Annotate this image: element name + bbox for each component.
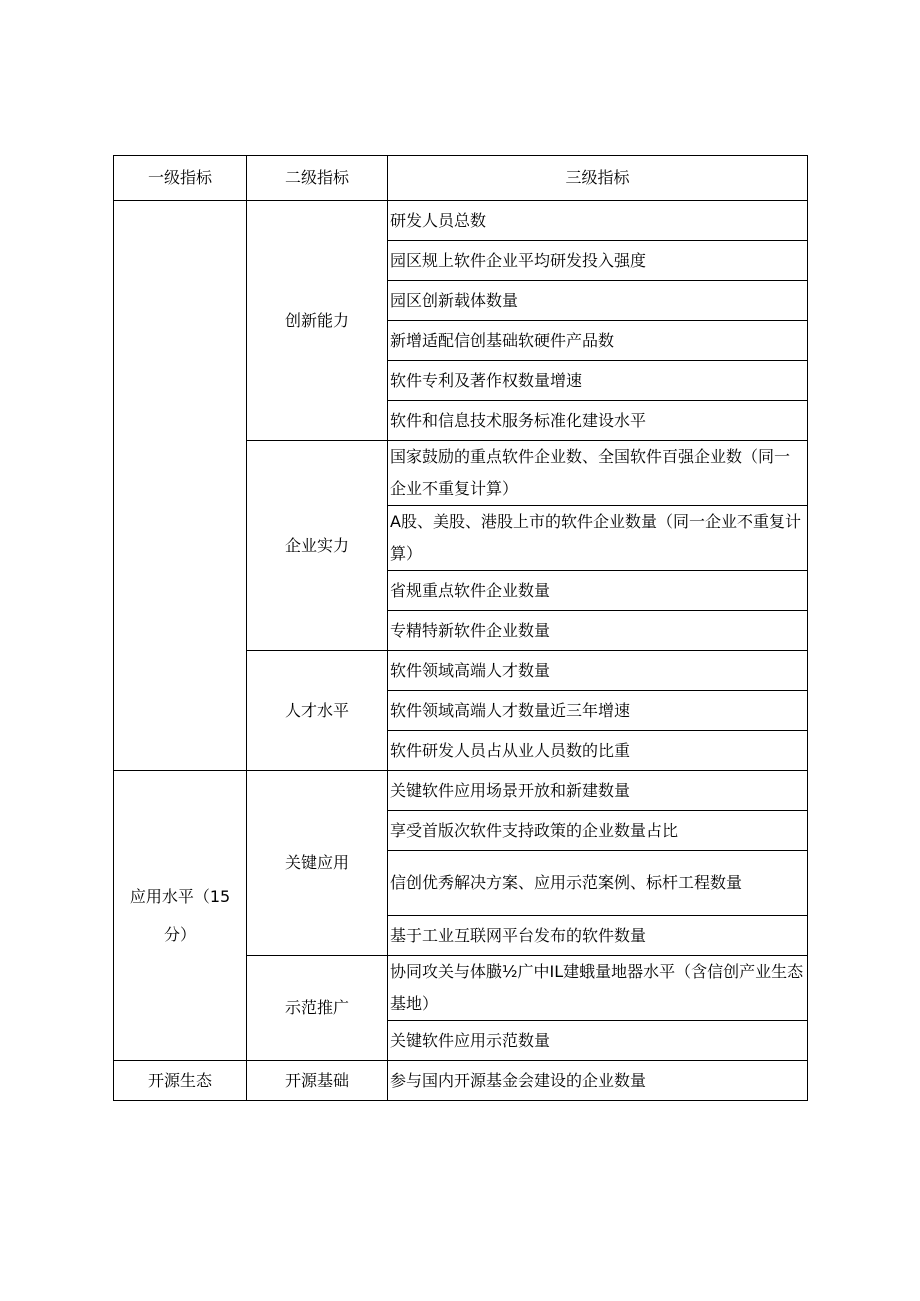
- level3-cell: 软件领域高端人才数量: [388, 651, 808, 691]
- table-row: [114, 771, 808, 811]
- level2-cell: 开源基础: [247, 1061, 388, 1101]
- level3-cell: 园区规上软件企业平均研发投入强度: [388, 241, 808, 281]
- header-row: [114, 156, 808, 201]
- level3-cell: 软件研发人员占从业人员数的比重: [388, 731, 808, 771]
- level3-cell: 国家鼓励的重点软件企业数、全国软件百强企业数（同一企业不重复计算）: [388, 441, 808, 506]
- level3-cell: 协同攻关与体臌½广中IL建蛾量地器水平（含信创产业生态基地）: [388, 956, 808, 1021]
- table-row: [114, 1061, 808, 1101]
- level3-cell: 软件和信息技术服务标准化建设水平: [388, 401, 808, 441]
- level1-cell: 开源生态: [114, 1061, 247, 1101]
- level3-cell: 新增适配信创基础软硬件产品数: [388, 321, 808, 361]
- level3-cell: 研发人员总数: [388, 201, 808, 241]
- header-level1: 一级指标: [114, 156, 247, 201]
- level3-cell: 软件领域高端人才数量近三年增速: [388, 691, 808, 731]
- level2-cell: 人才水平: [247, 651, 388, 771]
- level1-cell: [114, 201, 247, 771]
- level3-cell: 软件专利及著作权数量增速: [388, 361, 808, 401]
- level2-cell: 示范推广: [247, 956, 388, 1061]
- level3-cell: 专精特新软件企业数量: [388, 611, 808, 651]
- level3-cell: 关键软件应用示范数量: [388, 1021, 808, 1061]
- table-row: [114, 201, 808, 241]
- level3-cell: 园区创新载体数量: [388, 281, 808, 321]
- level2-cell: 创新能力: [247, 201, 388, 441]
- level3-cell: 参与国内开源基金会建设的企业数量: [388, 1061, 808, 1101]
- header-level2: 二级指标: [247, 156, 388, 201]
- header-level3: 三级指标: [388, 156, 808, 201]
- level1-cell: [114, 771, 247, 1061]
- level3-cell: 享受首版次软件支持政策的企业数量占比: [388, 811, 808, 851]
- level2-cell: 企业实力: [247, 441, 388, 651]
- indicator-table: [113, 155, 808, 1101]
- level3-cell: 信创优秀解决方案、应用示范案例、标杆工程数量: [388, 851, 808, 916]
- level3-cell: 省规重点软件企业数量: [388, 571, 808, 611]
- level1-label: 应用水平（15分）: [129, 886, 231, 944]
- level3-cell: A股、美股、港股上市的软件企业数量（同一企业不重复计算）: [388, 506, 808, 571]
- level2-cell: 关键应用: [247, 771, 388, 956]
- level3-cell: 基于工业互联网平台发布的软件数量: [388, 916, 808, 956]
- level3-cell: 关键软件应用场景开放和新建数量: [388, 771, 808, 811]
